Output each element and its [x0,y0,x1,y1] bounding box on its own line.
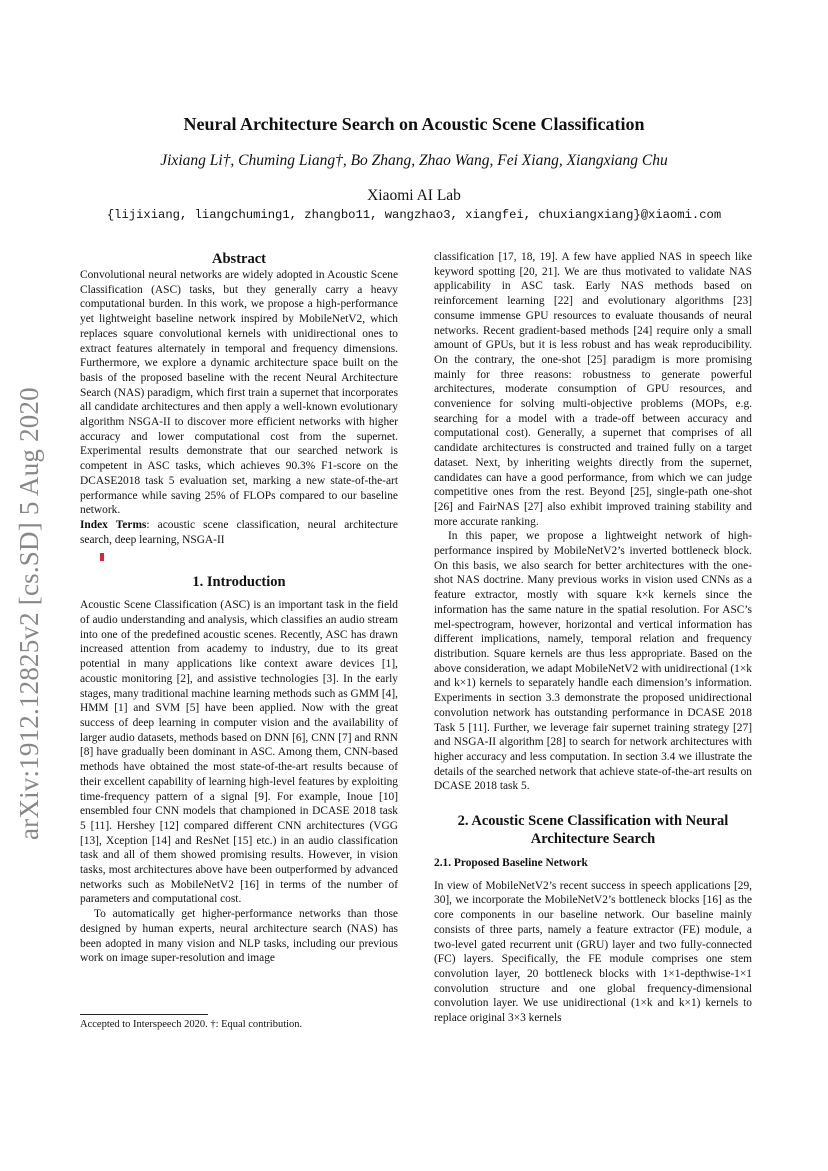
abstract-text: Convolutional neural networks are widely adopted in Acoustic Scene Classification (ASC) tasks, but they generally carry a heavy computational burden. In this work, we propose a high-performance yet lightweight baseline network inspired by MobileNetV2, which replaces square convolutional kernels with unidirectional ones to extract features alternately in temporal and frequency dimensions. Furthermore, we explore a dynamic architecture space built on the basis of the proposed baseline with the recent Neural Architecture Search (NAS) paradigm, which first train a supernet that incorporates all candidate architectures and then apply a well-known evolutionary algorithm NSGA-II to discover more efficient networks with higher accuracy and lower computational cost from the supernet. Experimental results demonstrate that our searched network is competent in ASC tasks, which achieves 90.3% F1-score on the DCASE2018 task 5 evaluation set, marking a new state-of-the-art performance while saving 25% of FLOPs compared to our baseline network. [80,269,398,517]
abstract-heading: Abstract [212,251,266,267]
index-terms [80,518,398,547]
left-column [80,250,398,966]
index-terms-label: Index Terms [80,518,147,531]
intro-paragraph-1: Acoustic Scene Classification (ASC) is an important task in the field of audio understanding and analysis, which classifies an audio stream into one of the predefined acoustic scenes. Recently, ASC has drawn increased attention from academy to industry, due to its great potential in many applications like context aware devices [1], acoustic monitoring [2], and assistive technologies [3]. In the early stages, many traditional machine learning methods such as GMM [4], HMM [1] and SVM [5] have been applied. Now with the great success of deep learning in computer vision and the availability of larger audio datasets, methods based on DNN [6], CNN [7] and RNN [8] have gradually been dominant in ASC. Among them, CNN-based methods have obtained the most state-of-the-art results because of their excellent capability of learning high-level features by exploiting time-frequency pattern of a signal [9]. For example, Inoue [10] ensembled four CNN models that championed in DCASE 2018 task 5 [11]. Hershey [12] compared different CNN architectures (VGG [13], Xception [14] and ResNet [15] etc.) in an audio classification task and all of them showed promising results. However, in vision tasks, most architectures above have been outperformed by advanced networks such as MobileNetV2 [16] in terms of the number of parameters and computational cost. [80,599,398,906]
subsection-2-1-heading: 2.1. Proposed Baseline Network [434,857,588,870]
intro-paragraph-4: In this paper, we propose a lightweight network of high-performance inspired by MobileNetV2’s inverted bottleneck block. On this basis, we also search for better architectures with the one-shot NAS doctrine. Many previous works in vision used CNNs as a feature extractor, mostly with square k×k kernels since the information has the same nature in the spatial resolution. For ASC’s mel-spectrogram, however, horizontal and vertical information has different implications, namely, temporal relation and frequency distribution. Square kernels are thus less appropriate. Based on the above consideration, we adapt MobileNetV2 with unidirectional (1×k and k×1) kernels to separately handle each dimension’s information. Experiments in section 3.3 demonstrate the proposed unidirectional convolution network has outstanding performance in DCASE 2018 Task 5 [11]. Further, we leverage fair supernet training strategy [27] and NSGA-II algorithm [28] to search for network architectures with higher accuracy and less computation. In section 3.4 we illustrate the details of the searched network that achieve state-of-the-art results on DCASE 2018 task 5. [434,530,752,793]
author-emails: {lijixiang, liangchuming1, zhangbo11, wangzhao3, xiangfei, chuxiangxiang}@xiaomi.com [106,208,722,222]
index-terms-text: : acoustic scene classification, neural architecture search, deep learning, NSGA-II [80,518,398,546]
intro-paragraph-2: To automatically get higher-performance networks than those designed by human experts, neural architecture search (NAS) has been adopted in many vision and NLP tasks, including our previous work on image super-resolution and image [80,908,398,965]
paper-title: Neural Architecture Search on Acoustic Scene Classification [183,114,645,134]
arxiv-identifier-stamp: arXiv:1912.12825v2 [cs.SD] 5 Aug 2020 [14,387,44,840]
intro-paragraph-3: classification [17, 18, 19]. A few have applied NAS in speech like keyword spotting [20, 21]. We are thus motivated to validate NAS applicability in ASC task. Early NAS methods based on reinforcement learning [22] and evolutionary algorithms [23] consume immense GPU resources to evaluate thousands of neural networks. Recent gradient-based methods [24] require only a small amount of GPUs, but it is less robust and has weak reproducibility. On the contrary, the one-shot [25] paradigm is more promising mainly for three reasons: robustness to generate powerful architectures, moderate consumption of GPU resources, and convenience for solving multi-objective problems (MOPs, e.g. searching for a model with a trade-off between accuracy and computational cost). Generally, a supernet that comprises of all candidate architectures is constructed and trained fully on a target dataset. Next, by inheriting weights directly from the supernet, candidates can have a good performance, from which we can judge competitive ones from the rest. Beyond [25], single-path one-shot [26] and FairNAS [27] also exhibit improved training stability and more accurate ranking. [434,251,752,528]
footnote-rule [80,1014,208,1015]
affiliation: Xiaomi AI Lab [367,187,461,204]
section-2-paragraph-1: In view of MobileNetV2’s recent success in speech applications [29, 30], we incorporate the MobileNetV2’s bottleneck blocks [16] as the core components in our baseline network. Our baseline mainly consists of three parts, namely a feature extractor (FE) module, a two-level gated recurrent unit (GRU) layer and two fully-connected (FC) layers. Specifically, the FE module comprises one stem convolution layer, 20 bottleneck blocks with 1×1-depthwise-1×1 convolution structure and one global frequency-dimensional convolution layer. We use unidirectional (1×k and k×1) kernels to replace original 3×3 kernels [434,879,752,1025]
intro-heading: 1. Introduction [192,574,286,591]
footnote: Accepted to Interspeech 2020. †: Equal contribution. [80,1019,303,1030]
author-list: Jixiang Li†, Chuming Liang†, Bo Zhang, Zhao Wang, Fei Xiang, Xiangxiang Chu [160,152,668,169]
right-column [434,250,752,1026]
section-2-heading: 2. Acoustic Scene Classification with Neural Architecture Search [457,813,729,848]
red-marker [100,553,104,561]
